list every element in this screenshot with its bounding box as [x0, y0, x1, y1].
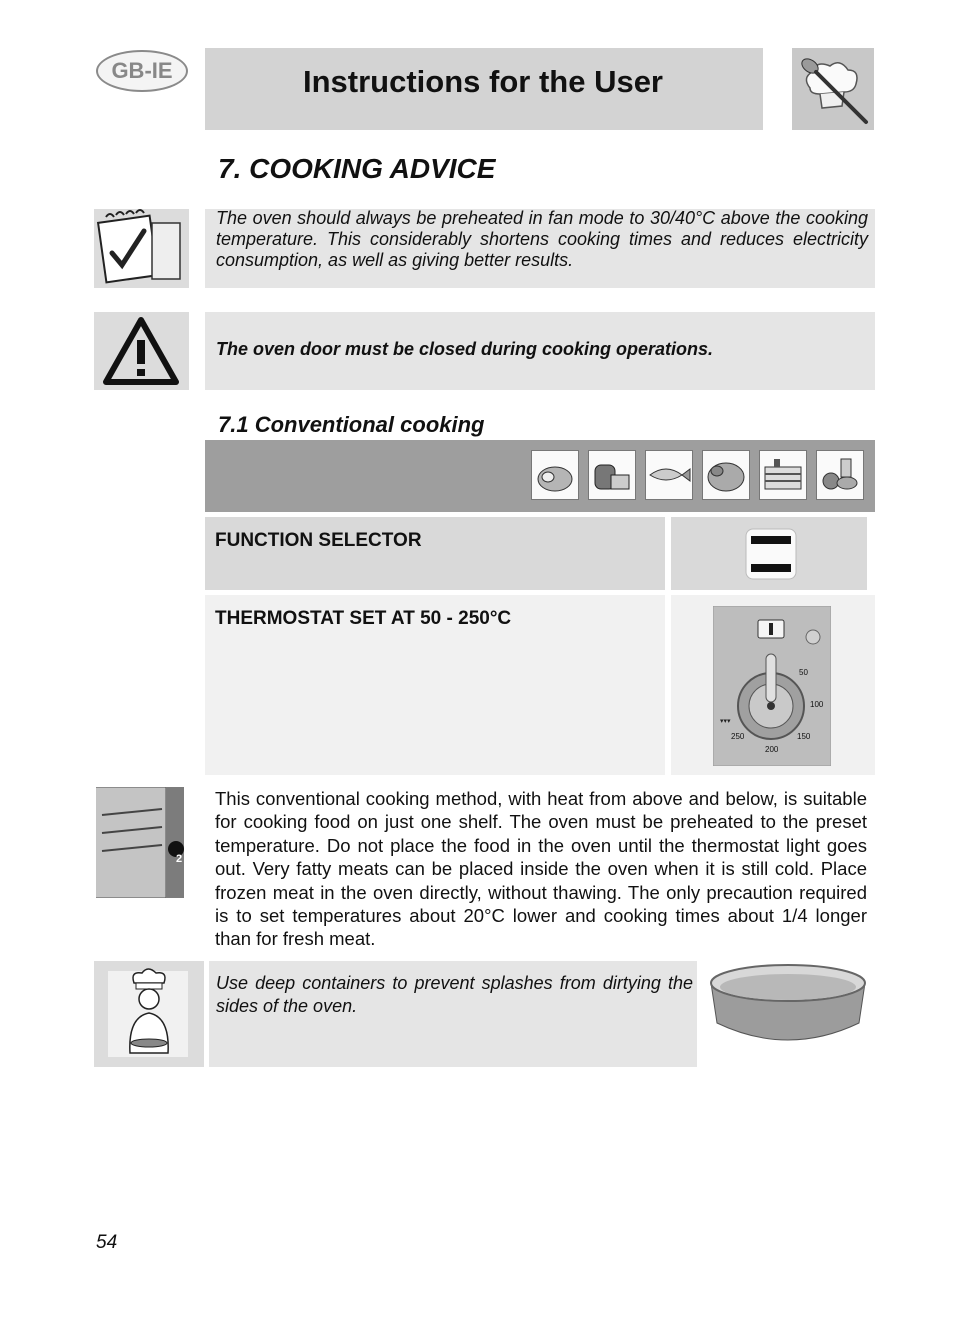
bread-icon — [588, 450, 636, 500]
page-number: 54 — [96, 1232, 118, 1253]
cake-icon — [759, 450, 807, 500]
chef-hat-spoon-icon — [792, 48, 874, 130]
thermostat-knob-icon — [713, 606, 831, 766]
svg-text:▾▾▾: ▾▾▾ — [720, 718, 731, 725]
knob-scale-200: 200 — [765, 745, 779, 754]
region-badge: GB-IE — [96, 50, 188, 92]
warning-note: The oven door must be closed during cooking operations. — [216, 339, 714, 359]
function-selector-label: FUNCTION SELECTOR — [215, 530, 422, 551]
knob-scale-50: 50 — [799, 668, 808, 677]
knob-scale-100: 100 — [810, 700, 824, 709]
conventional-cooking-text: This conventional cooking method, with heat from above and below, is suitable for cooking food on just one shelf. The oven must be preheated to the preset temperature. Do not place the food in the oven until the thermostat light goes out. Very fatty meats can be placed inside the oven when it is still cold. Place frozen meat in the oven directly, without thawing. The only precaution required is to set temperatures about 20°C lower and cooking times about 1/4 longer than for fresh meat. — [215, 788, 867, 950]
tip-text: Use deep containers to prevent splashes from dirtying the sides of the oven. — [216, 973, 693, 1016]
chicken-icon — [702, 450, 750, 500]
page-header-title: Instructions for the User — [303, 64, 663, 99]
oven-shelf-icon — [96, 787, 184, 898]
deep-pan-icon — [707, 961, 869, 1045]
preheat-note: The oven should always be preheated in fan mode to 30/40°C above the cooking temperature. This considerably shortens cooking times and reduces electricity consumption, as well as giving better results. — [216, 208, 868, 270]
knob-scale-150: 150 — [797, 732, 811, 741]
top-bottom-heat-icon — [745, 528, 797, 580]
fish-icon — [645, 450, 693, 500]
knob-scale-250: 250 — [731, 732, 745, 741]
shelf-number: 2 — [176, 853, 183, 865]
warning-triangle-icon — [94, 312, 189, 390]
thermostat-label: THERMOSTAT SET AT 50 - 250°C — [215, 608, 512, 629]
notepad-check-icon — [94, 209, 189, 288]
ham-icon — [531, 450, 579, 500]
section-title: 7. COOKING ADVICE — [218, 153, 496, 184]
subsection-title: 7.1 Conventional cooking — [218, 412, 485, 437]
function-selector-cell — [205, 517, 665, 590]
chef-icon — [94, 961, 204, 1067]
vegetables-icon — [816, 450, 864, 500]
